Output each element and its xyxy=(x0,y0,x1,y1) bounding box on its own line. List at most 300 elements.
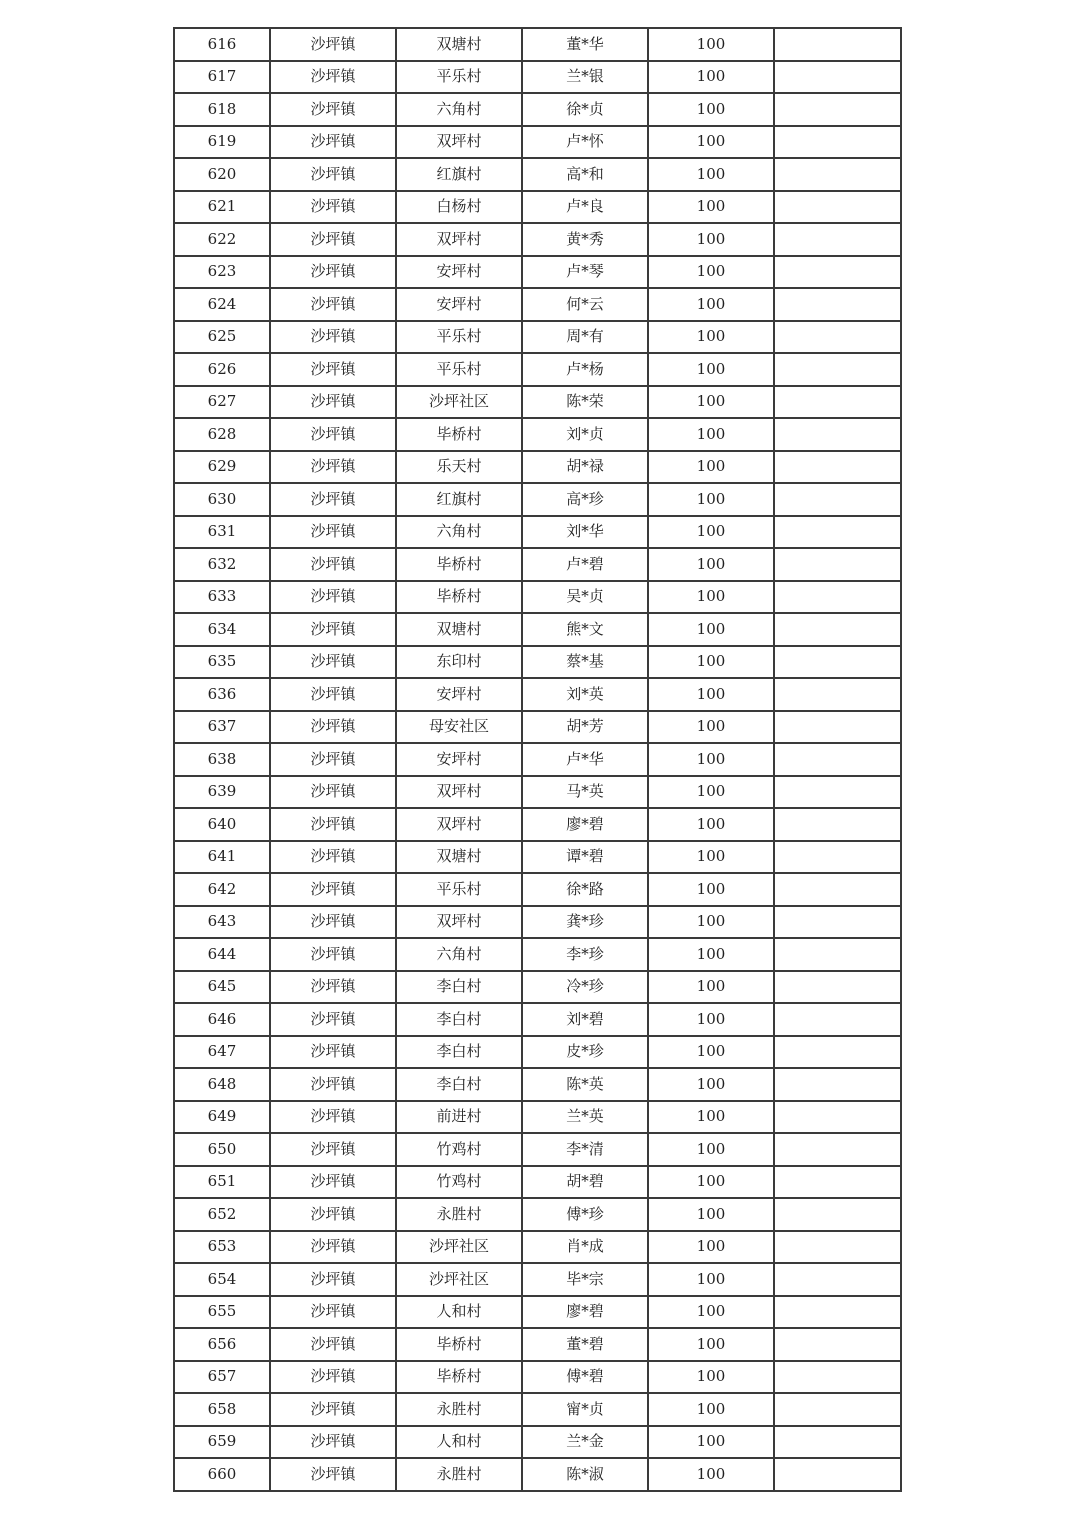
row-number-cell: 616 xyxy=(174,28,270,61)
note-cell xyxy=(774,321,901,354)
note-cell xyxy=(774,906,901,939)
name-cell: 高*珍 xyxy=(522,483,648,516)
village-cell: 毕桥村 xyxy=(396,581,522,614)
town-cell: 沙坪镇 xyxy=(270,938,396,971)
row-number-cell: 640 xyxy=(174,808,270,841)
town-cell: 沙坪镇 xyxy=(270,61,396,94)
amount-cell: 100 xyxy=(648,418,774,451)
table-row xyxy=(174,1393,901,1426)
table-row xyxy=(174,1003,901,1036)
row-number-cell: 659 xyxy=(174,1426,270,1459)
town-cell: 沙坪镇 xyxy=(270,873,396,906)
note-cell xyxy=(774,1393,901,1426)
town-cell: 沙坪镇 xyxy=(270,28,396,61)
name-cell: 徐*路 xyxy=(522,873,648,906)
amount-cell: 100 xyxy=(648,28,774,61)
table-row xyxy=(174,126,901,159)
amount-cell: 100 xyxy=(648,191,774,224)
table-row xyxy=(174,451,901,484)
note-cell xyxy=(774,353,901,386)
table-row xyxy=(174,256,901,289)
table-row xyxy=(174,938,901,971)
note-cell xyxy=(774,1361,901,1394)
town-cell: 沙坪镇 xyxy=(270,288,396,321)
village-cell: 竹鸡村 xyxy=(396,1166,522,1199)
note-cell xyxy=(774,971,901,1004)
village-cell: 毕桥村 xyxy=(396,418,522,451)
amount-cell: 100 xyxy=(648,906,774,939)
name-cell: 蔡*基 xyxy=(522,646,648,679)
name-cell: 何*云 xyxy=(522,288,648,321)
village-cell: 毕桥村 xyxy=(396,548,522,581)
village-cell: 红旗村 xyxy=(396,483,522,516)
name-cell: 李*珍 xyxy=(522,938,648,971)
town-cell: 沙坪镇 xyxy=(270,1328,396,1361)
table-row xyxy=(174,191,901,224)
note-cell xyxy=(774,548,901,581)
row-number-cell: 632 xyxy=(174,548,270,581)
row-number-cell: 639 xyxy=(174,776,270,809)
row-number-cell: 622 xyxy=(174,223,270,256)
town-cell: 沙坪镇 xyxy=(270,353,396,386)
amount-cell: 100 xyxy=(648,256,774,289)
village-cell: 沙坪社区 xyxy=(396,386,522,419)
note-cell xyxy=(774,223,901,256)
name-cell: 廖*碧 xyxy=(522,1296,648,1329)
amount-cell: 100 xyxy=(648,776,774,809)
table-row xyxy=(174,711,901,744)
name-cell: 陈*淑 xyxy=(522,1458,648,1491)
note-cell xyxy=(774,1426,901,1459)
note-cell xyxy=(774,1231,901,1264)
town-cell: 沙坪镇 xyxy=(270,743,396,776)
amount-cell: 100 xyxy=(648,1198,774,1231)
village-cell: 沙坪社区 xyxy=(396,1263,522,1296)
row-number-cell: 638 xyxy=(174,743,270,776)
name-cell: 卢*碧 xyxy=(522,548,648,581)
table-row xyxy=(174,776,901,809)
note-cell xyxy=(774,1068,901,1101)
document-page xyxy=(173,27,900,1492)
note-cell xyxy=(774,678,901,711)
table-row xyxy=(174,1166,901,1199)
amount-cell: 100 xyxy=(648,288,774,321)
town-cell: 沙坪镇 xyxy=(270,906,396,939)
note-cell xyxy=(774,1166,901,1199)
note-cell xyxy=(774,613,901,646)
village-cell: 永胜村 xyxy=(396,1458,522,1491)
village-cell: 安坪村 xyxy=(396,288,522,321)
row-number-cell: 641 xyxy=(174,841,270,874)
row-number-cell: 647 xyxy=(174,1036,270,1069)
amount-cell: 100 xyxy=(648,841,774,874)
table-row xyxy=(174,321,901,354)
note-cell xyxy=(774,483,901,516)
roster-table xyxy=(173,27,902,1492)
row-number-cell: 631 xyxy=(174,516,270,549)
town-cell: 沙坪镇 xyxy=(270,971,396,1004)
town-cell: 沙坪镇 xyxy=(270,1426,396,1459)
name-cell: 傅*珍 xyxy=(522,1198,648,1231)
name-cell: 董*碧 xyxy=(522,1328,648,1361)
table-row xyxy=(174,743,901,776)
village-cell: 平乐村 xyxy=(396,321,522,354)
amount-cell: 100 xyxy=(648,1166,774,1199)
village-cell: 李白村 xyxy=(396,1036,522,1069)
row-number-cell: 654 xyxy=(174,1263,270,1296)
town-cell: 沙坪镇 xyxy=(270,808,396,841)
name-cell: 黄*秀 xyxy=(522,223,648,256)
town-cell: 沙坪镇 xyxy=(270,1166,396,1199)
town-cell: 沙坪镇 xyxy=(270,386,396,419)
note-cell xyxy=(774,158,901,191)
table-row xyxy=(174,418,901,451)
name-cell: 李*清 xyxy=(522,1133,648,1166)
name-cell: 卢*良 xyxy=(522,191,648,224)
row-number-cell: 650 xyxy=(174,1133,270,1166)
note-cell xyxy=(774,1133,901,1166)
amount-cell: 100 xyxy=(648,1328,774,1361)
note-cell xyxy=(774,1003,901,1036)
village-cell: 前进村 xyxy=(396,1101,522,1134)
row-number-cell: 624 xyxy=(174,288,270,321)
village-cell: 双塘村 xyxy=(396,613,522,646)
table-row xyxy=(174,548,901,581)
name-cell: 熊*文 xyxy=(522,613,648,646)
row-number-cell: 630 xyxy=(174,483,270,516)
amount-cell: 100 xyxy=(648,1426,774,1459)
name-cell: 谭*碧 xyxy=(522,841,648,874)
note-cell xyxy=(774,191,901,224)
name-cell: 刘*华 xyxy=(522,516,648,549)
note-cell xyxy=(774,873,901,906)
name-cell: 胡*碧 xyxy=(522,1166,648,1199)
village-cell: 李白村 xyxy=(396,1003,522,1036)
table-row xyxy=(174,353,901,386)
amount-cell: 100 xyxy=(648,1101,774,1134)
row-number-cell: 628 xyxy=(174,418,270,451)
row-number-cell: 618 xyxy=(174,93,270,126)
name-cell: 吴*贞 xyxy=(522,581,648,614)
village-cell: 安坪村 xyxy=(396,256,522,289)
name-cell: 高*和 xyxy=(522,158,648,191)
amount-cell: 100 xyxy=(648,1133,774,1166)
row-number-cell: 643 xyxy=(174,906,270,939)
note-cell xyxy=(774,516,901,549)
amount-cell: 100 xyxy=(648,548,774,581)
row-number-cell: 621 xyxy=(174,191,270,224)
village-cell: 乐天村 xyxy=(396,451,522,484)
name-cell: 傅*碧 xyxy=(522,1361,648,1394)
row-number-cell: 627 xyxy=(174,386,270,419)
village-cell: 东印村 xyxy=(396,646,522,679)
note-cell xyxy=(774,418,901,451)
village-cell: 毕桥村 xyxy=(396,1361,522,1394)
village-cell: 红旗村 xyxy=(396,158,522,191)
town-cell: 沙坪镇 xyxy=(270,158,396,191)
village-cell: 双坪村 xyxy=(396,126,522,159)
name-cell: 卢*杨 xyxy=(522,353,648,386)
name-cell: 甯*贞 xyxy=(522,1393,648,1426)
town-cell: 沙坪镇 xyxy=(270,581,396,614)
table-row xyxy=(174,1101,901,1134)
name-cell: 兰*金 xyxy=(522,1426,648,1459)
name-cell: 陈*英 xyxy=(522,1068,648,1101)
note-cell xyxy=(774,711,901,744)
village-cell: 双坪村 xyxy=(396,906,522,939)
village-cell: 安坪村 xyxy=(396,743,522,776)
name-cell: 胡*禄 xyxy=(522,451,648,484)
table-row xyxy=(174,1068,901,1101)
town-cell: 沙坪镇 xyxy=(270,711,396,744)
note-cell xyxy=(774,288,901,321)
amount-cell: 100 xyxy=(648,483,774,516)
table-row xyxy=(174,1231,901,1264)
amount-cell: 100 xyxy=(648,1296,774,1329)
village-cell: 六角村 xyxy=(396,516,522,549)
village-cell: 安坪村 xyxy=(396,678,522,711)
table-row xyxy=(174,1361,901,1394)
note-cell xyxy=(774,256,901,289)
row-number-cell: 642 xyxy=(174,873,270,906)
note-cell xyxy=(774,1101,901,1134)
amount-cell: 100 xyxy=(648,1263,774,1296)
row-number-cell: 655 xyxy=(174,1296,270,1329)
name-cell: 卢*琴 xyxy=(522,256,648,289)
village-cell: 六角村 xyxy=(396,938,522,971)
table-row xyxy=(174,613,901,646)
amount-cell: 100 xyxy=(648,1231,774,1264)
amount-cell: 100 xyxy=(648,678,774,711)
town-cell: 沙坪镇 xyxy=(270,613,396,646)
row-number-cell: 646 xyxy=(174,1003,270,1036)
town-cell: 沙坪镇 xyxy=(270,1133,396,1166)
table-row xyxy=(174,873,901,906)
name-cell: 龚*珍 xyxy=(522,906,648,939)
name-cell: 冷*珍 xyxy=(522,971,648,1004)
village-cell: 竹鸡村 xyxy=(396,1133,522,1166)
row-number-cell: 645 xyxy=(174,971,270,1004)
village-cell: 永胜村 xyxy=(396,1393,522,1426)
row-number-cell: 637 xyxy=(174,711,270,744)
town-cell: 沙坪镇 xyxy=(270,1068,396,1101)
village-cell: 白杨村 xyxy=(396,191,522,224)
town-cell: 沙坪镇 xyxy=(270,321,396,354)
town-cell: 沙坪镇 xyxy=(270,256,396,289)
note-cell xyxy=(774,808,901,841)
row-number-cell: 619 xyxy=(174,126,270,159)
row-number-cell: 626 xyxy=(174,353,270,386)
note-cell xyxy=(774,743,901,776)
amount-cell: 100 xyxy=(648,743,774,776)
village-cell: 双坪村 xyxy=(396,223,522,256)
name-cell: 兰*英 xyxy=(522,1101,648,1134)
town-cell: 沙坪镇 xyxy=(270,1458,396,1491)
village-cell: 平乐村 xyxy=(396,353,522,386)
roster-table-body xyxy=(174,28,901,1491)
note-cell xyxy=(774,451,901,484)
table-row xyxy=(174,158,901,191)
village-cell: 人和村 xyxy=(396,1426,522,1459)
amount-cell: 100 xyxy=(648,1393,774,1426)
table-row xyxy=(174,841,901,874)
name-cell: 皮*珍 xyxy=(522,1036,648,1069)
amount-cell: 100 xyxy=(648,1458,774,1491)
table-row xyxy=(174,646,901,679)
amount-cell: 100 xyxy=(648,613,774,646)
row-number-cell: 625 xyxy=(174,321,270,354)
amount-cell: 100 xyxy=(648,386,774,419)
row-number-cell: 656 xyxy=(174,1328,270,1361)
table-row xyxy=(174,223,901,256)
village-cell: 沙坪社区 xyxy=(396,1231,522,1264)
row-number-cell: 617 xyxy=(174,61,270,94)
name-cell: 兰*银 xyxy=(522,61,648,94)
table-row xyxy=(174,93,901,126)
name-cell: 毕*宗 xyxy=(522,1263,648,1296)
table-row xyxy=(174,1263,901,1296)
note-cell xyxy=(774,1458,901,1491)
note-cell xyxy=(774,841,901,874)
village-cell: 平乐村 xyxy=(396,873,522,906)
amount-cell: 100 xyxy=(648,451,774,484)
row-number-cell: 648 xyxy=(174,1068,270,1101)
name-cell: 陈*荣 xyxy=(522,386,648,419)
row-number-cell: 657 xyxy=(174,1361,270,1394)
amount-cell: 100 xyxy=(648,158,774,191)
table-row xyxy=(174,1426,901,1459)
village-cell: 永胜村 xyxy=(396,1198,522,1231)
row-number-cell: 649 xyxy=(174,1101,270,1134)
town-cell: 沙坪镇 xyxy=(270,678,396,711)
name-cell: 徐*贞 xyxy=(522,93,648,126)
amount-cell: 100 xyxy=(648,61,774,94)
town-cell: 沙坪镇 xyxy=(270,1036,396,1069)
town-cell: 沙坪镇 xyxy=(270,646,396,679)
note-cell xyxy=(774,386,901,419)
village-cell: 双塘村 xyxy=(396,841,522,874)
amount-cell: 100 xyxy=(648,711,774,744)
note-cell xyxy=(774,646,901,679)
note-cell xyxy=(774,28,901,61)
amount-cell: 100 xyxy=(648,1361,774,1394)
town-cell: 沙坪镇 xyxy=(270,1296,396,1329)
village-cell: 平乐村 xyxy=(396,61,522,94)
amount-cell: 100 xyxy=(648,353,774,386)
table-row xyxy=(174,808,901,841)
table-row xyxy=(174,581,901,614)
table-row xyxy=(174,1198,901,1231)
note-cell xyxy=(774,581,901,614)
amount-cell: 100 xyxy=(648,1003,774,1036)
row-number-cell: 635 xyxy=(174,646,270,679)
table-row xyxy=(174,1328,901,1361)
row-number-cell: 660 xyxy=(174,1458,270,1491)
amount-cell: 100 xyxy=(648,938,774,971)
row-number-cell: 658 xyxy=(174,1393,270,1426)
table-row xyxy=(174,288,901,321)
table-row xyxy=(174,971,901,1004)
town-cell: 沙坪镇 xyxy=(270,1231,396,1264)
row-number-cell: 653 xyxy=(174,1231,270,1264)
row-number-cell: 651 xyxy=(174,1166,270,1199)
table-row xyxy=(174,678,901,711)
name-cell: 周*有 xyxy=(522,321,648,354)
table-row xyxy=(174,516,901,549)
note-cell xyxy=(774,1198,901,1231)
town-cell: 沙坪镇 xyxy=(270,93,396,126)
row-number-cell: 629 xyxy=(174,451,270,484)
town-cell: 沙坪镇 xyxy=(270,1393,396,1426)
town-cell: 沙坪镇 xyxy=(270,126,396,159)
town-cell: 沙坪镇 xyxy=(270,1101,396,1134)
table-row xyxy=(174,1036,901,1069)
town-cell: 沙坪镇 xyxy=(270,418,396,451)
name-cell: 董*华 xyxy=(522,28,648,61)
town-cell: 沙坪镇 xyxy=(270,516,396,549)
amount-cell: 100 xyxy=(648,808,774,841)
town-cell: 沙坪镇 xyxy=(270,776,396,809)
village-cell: 李白村 xyxy=(396,1068,522,1101)
name-cell: 廖*碧 xyxy=(522,808,648,841)
row-number-cell: 636 xyxy=(174,678,270,711)
table-row xyxy=(174,1133,901,1166)
table-row xyxy=(174,61,901,94)
row-number-cell: 623 xyxy=(174,256,270,289)
name-cell: 胡*芳 xyxy=(522,711,648,744)
town-cell: 沙坪镇 xyxy=(270,1361,396,1394)
town-cell: 沙坪镇 xyxy=(270,483,396,516)
amount-cell: 100 xyxy=(648,93,774,126)
amount-cell: 100 xyxy=(648,581,774,614)
row-number-cell: 633 xyxy=(174,581,270,614)
amount-cell: 100 xyxy=(648,1068,774,1101)
village-cell: 六角村 xyxy=(396,93,522,126)
amount-cell: 100 xyxy=(648,646,774,679)
town-cell: 沙坪镇 xyxy=(270,223,396,256)
row-number-cell: 652 xyxy=(174,1198,270,1231)
village-cell: 人和村 xyxy=(396,1296,522,1329)
row-number-cell: 634 xyxy=(174,613,270,646)
town-cell: 沙坪镇 xyxy=(270,191,396,224)
town-cell: 沙坪镇 xyxy=(270,841,396,874)
village-cell: 李白村 xyxy=(396,971,522,1004)
table-row xyxy=(174,28,901,61)
amount-cell: 100 xyxy=(648,1036,774,1069)
note-cell xyxy=(774,1263,901,1296)
note-cell xyxy=(774,93,901,126)
name-cell: 马*英 xyxy=(522,776,648,809)
amount-cell: 100 xyxy=(648,321,774,354)
table-row xyxy=(174,906,901,939)
name-cell: 卢*华 xyxy=(522,743,648,776)
note-cell xyxy=(774,938,901,971)
village-cell: 毕桥村 xyxy=(396,1328,522,1361)
note-cell xyxy=(774,1036,901,1069)
village-cell: 母安社区 xyxy=(396,711,522,744)
row-number-cell: 620 xyxy=(174,158,270,191)
amount-cell: 100 xyxy=(648,223,774,256)
name-cell: 肖*成 xyxy=(522,1231,648,1264)
name-cell: 刘*碧 xyxy=(522,1003,648,1036)
name-cell: 刘*英 xyxy=(522,678,648,711)
amount-cell: 100 xyxy=(648,873,774,906)
table-row xyxy=(174,483,901,516)
note-cell xyxy=(774,776,901,809)
name-cell: 卢*怀 xyxy=(522,126,648,159)
village-cell: 双塘村 xyxy=(396,28,522,61)
note-cell xyxy=(774,126,901,159)
